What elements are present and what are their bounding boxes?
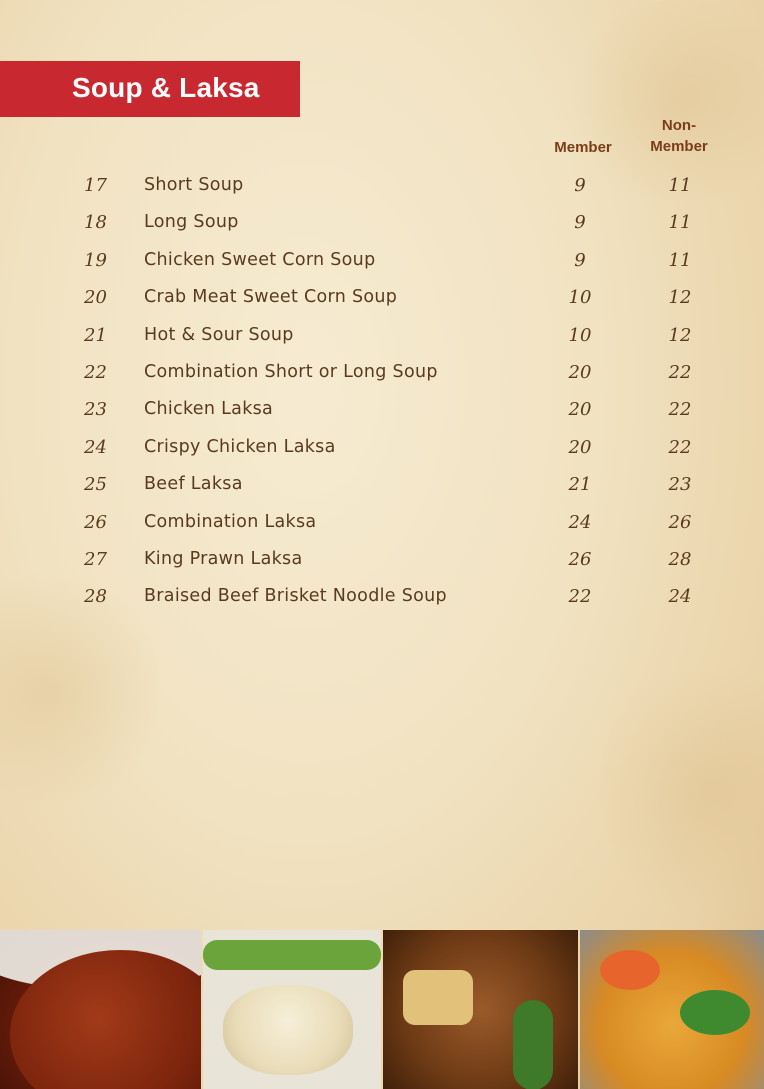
item-name: Crispy Chicken Laksa	[144, 436, 336, 457]
hot-and-sour-soup-photo	[0, 930, 201, 1089]
non-member-price: 12	[668, 324, 692, 346]
item-number: 17	[84, 175, 107, 196]
item-number: 21	[84, 324, 107, 346]
non-member-price: 26	[668, 511, 692, 533]
food-photo-strip	[0, 930, 764, 1089]
member-price: 21	[568, 474, 592, 496]
non-member-price: 11	[668, 249, 692, 271]
non-member-price: 11	[668, 175, 692, 196]
menu-item-row	[0, 431, 764, 468]
item-name: King Prawn Laksa	[144, 548, 303, 569]
member-price: 9	[574, 249, 586, 271]
item-name: Long Soup	[144, 212, 239, 233]
member-price: 20	[568, 436, 592, 458]
member-price: 20	[568, 399, 592, 421]
menu-item-row	[0, 169, 764, 206]
member-header-label: Member	[554, 139, 612, 156]
item-name: Combination Laksa	[144, 511, 317, 532]
item-name: Braised Beef Brisket Noodle Soup	[144, 586, 447, 607]
menu-item-row	[0, 356, 764, 393]
item-number: 27	[84, 548, 107, 570]
non-member-price: 22	[668, 361, 692, 383]
non-member-header-line1: Non-	[661, 117, 697, 134]
paper-stain	[600, 650, 764, 930]
member-price: 20	[568, 361, 592, 383]
non-member-price: 22	[668, 436, 692, 458]
item-name: Crab Meat Sweet Corn Soup	[144, 287, 398, 308]
wonton-soup-photo	[203, 930, 381, 1089]
member-price: 26	[568, 548, 592, 570]
item-number: 19	[84, 249, 107, 271]
item-number: 24	[84, 436, 107, 458]
member-price: 10	[568, 287, 592, 309]
menu-item-row	[0, 319, 764, 356]
menu-item-row	[0, 543, 764, 580]
item-name: Combination Short or Long Soup	[144, 361, 438, 382]
menu-list	[0, 169, 764, 618]
item-name: Chicken Laksa	[144, 399, 274, 420]
menu-item-row	[0, 244, 764, 281]
menu-item-row	[0, 206, 764, 243]
member-price: 22	[568, 586, 592, 608]
item-number: 26	[84, 511, 107, 533]
non-member-price: 24	[668, 586, 692, 608]
section-title: Soup & Laksa	[72, 72, 260, 103]
menu-item-row	[0, 580, 764, 617]
member-price: 9	[574, 175, 586, 196]
non-member-price: 12	[668, 287, 692, 309]
menu-item-row	[0, 468, 764, 505]
non-member-price: 23	[668, 474, 692, 496]
item-number: 20	[84, 287, 107, 309]
menu-item-row	[0, 281, 764, 318]
beef-brisket-noodle-soup-photo	[383, 930, 578, 1089]
item-name: Hot & Sour Soup	[144, 324, 294, 345]
prawn-laksa-photo	[580, 930, 764, 1089]
item-number: 25	[84, 474, 107, 496]
non-member-price: 11	[668, 212, 692, 234]
item-number: 23	[84, 399, 107, 421]
member-price: 24	[568, 511, 592, 533]
item-name: Short Soup	[144, 175, 244, 195]
non-member-header-line2: Member	[650, 138, 708, 155]
item-number: 28	[84, 586, 107, 608]
item-name: Chicken Sweet Corn Soup	[144, 249, 376, 270]
non-member-price: 28	[668, 548, 692, 570]
menu-item-row	[0, 393, 764, 430]
non-member-price: 22	[668, 399, 692, 421]
member-price: 10	[568, 324, 592, 346]
menu-item-row	[0, 506, 764, 543]
member-column-header	[550, 137, 616, 158]
item-number: 18	[84, 212, 107, 234]
member-price: 9	[574, 212, 586, 234]
item-name: Beef Laksa	[144, 474, 243, 495]
non-member-column-header	[646, 115, 712, 157]
item-number: 22	[84, 361, 107, 383]
